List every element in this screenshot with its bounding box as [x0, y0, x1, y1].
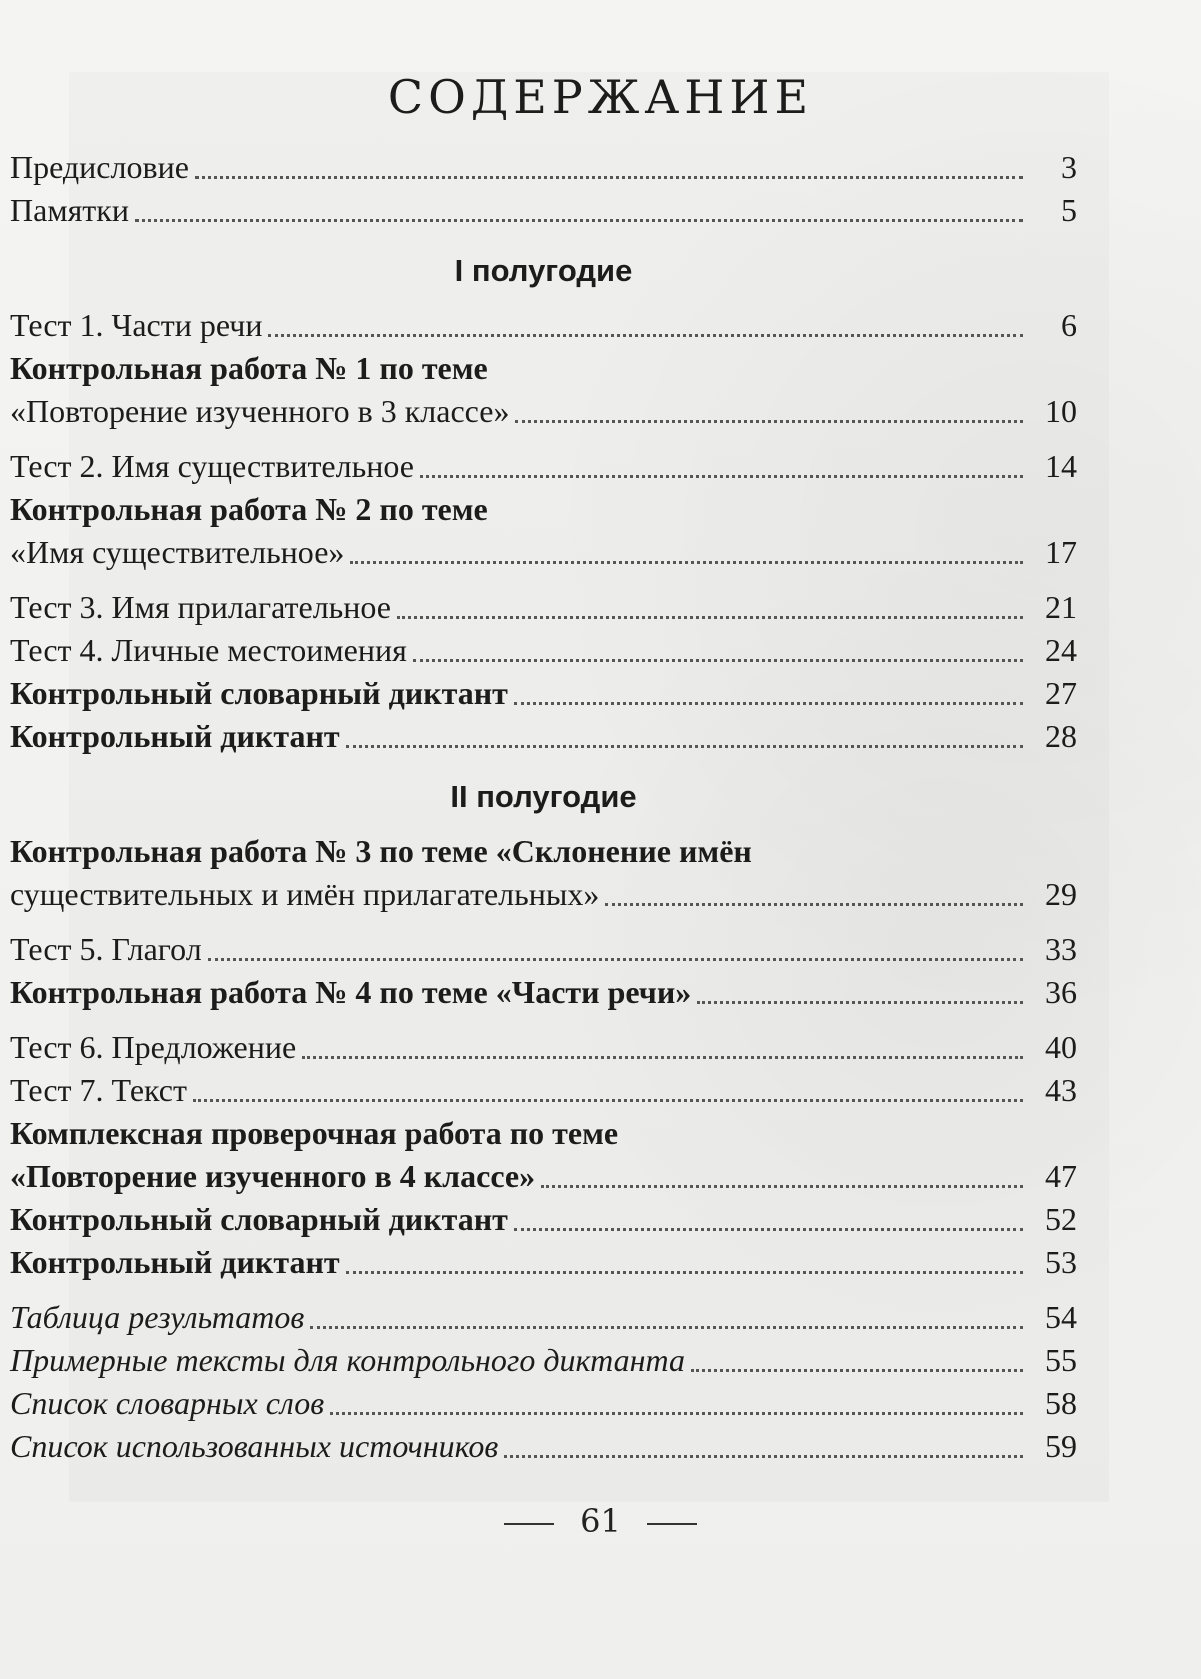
- toc-entry: [10, 672, 1077, 715]
- toc-leader-dots: [697, 1001, 1023, 1004]
- toc-entry-line: [10, 672, 1077, 715]
- toc-entry-line: [10, 390, 1077, 433]
- toc-page-number: 17: [1045, 534, 1077, 570]
- toc-entry: [10, 445, 1077, 488]
- toc-entry: [10, 146, 1077, 189]
- toc-entry-text: Контрольный словарный диктант: [10, 675, 508, 711]
- toc-page-number: 53: [1045, 1244, 1077, 1280]
- toc-leader-dots: [397, 616, 1023, 619]
- toc-entry: [10, 1241, 1077, 1284]
- toc-entry-text: Примерные тексты для контрольного диктанта: [10, 1342, 685, 1378]
- toc-page-number: 54: [1045, 1299, 1077, 1335]
- toc-leader-dots: [413, 659, 1023, 662]
- toc-leader-dots: [310, 1326, 1023, 1329]
- toc-entry-line: [10, 1026, 1077, 1069]
- toc-entry-line: [10, 1069, 1077, 1112]
- toc-entry-text: Список использованных источников: [10, 1428, 499, 1464]
- toc-entry: [10, 304, 1077, 347]
- toc-page-number: 55: [1045, 1342, 1077, 1378]
- toc-page-number: 59: [1045, 1428, 1077, 1464]
- toc-entry-line: [10, 445, 1077, 488]
- toc-page-number: 47: [1045, 1158, 1077, 1194]
- toc-entry-line: [10, 971, 1077, 1014]
- toc-entry: [10, 1425, 1077, 1468]
- toc-leader-dots: [691, 1369, 1023, 1372]
- toc-leader-dots: [605, 903, 1023, 906]
- toc-leader-dots: [350, 561, 1023, 564]
- section-title: I полугодие: [454, 253, 633, 288]
- toc-entry: [10, 347, 1077, 433]
- toc-page-number: 3: [1061, 149, 1077, 185]
- toc-entry: [10, 928, 1077, 971]
- toc-entry-line: [10, 1198, 1077, 1241]
- toc-entry-line: [10, 873, 1077, 916]
- toc-leader-dots: [420, 475, 1023, 478]
- toc-entry-line: [10, 586, 1077, 629]
- toc-entry-line: [10, 1155, 1077, 1198]
- toc-entry-line: [10, 1382, 1077, 1425]
- toc-leader-dots: [302, 1056, 1023, 1059]
- toc-entry-text: Тест 2. Имя существительное: [10, 448, 414, 484]
- toc-entry: [10, 715, 1077, 758]
- toc-entry-line: [10, 1296, 1077, 1339]
- toc-entry-line: [10, 928, 1077, 971]
- toc-entry-line: [10, 304, 1077, 347]
- toc-entry-line: [10, 629, 1077, 672]
- toc-entry-line: [10, 715, 1077, 758]
- footer-left-dash: [504, 1523, 554, 1525]
- toc-leader-dots: [514, 702, 1023, 705]
- toc-leader-dots: [330, 1412, 1023, 1415]
- contents-title: СОДЕРЖАНИЕ: [387, 70, 814, 124]
- toc-page-number: 5: [1061, 192, 1077, 228]
- toc-leader-dots: [195, 176, 1023, 179]
- toc-page-number: 28: [1045, 718, 1077, 754]
- toc-page-number: 6: [1061, 307, 1077, 343]
- toc-entry-line: [10, 531, 1077, 574]
- toc-entry-text: Памятки: [10, 192, 129, 228]
- toc-entry-text: Комплексная проверочная работа по теме: [10, 1115, 619, 1151]
- toc-leader-dots: [135, 219, 1023, 222]
- toc-page-number: 43: [1045, 1072, 1077, 1108]
- toc-entry: [10, 830, 1077, 916]
- page-footer: [0, 1502, 1201, 1540]
- toc-entry-text: Контрольная работа № 2 по теме: [10, 491, 488, 527]
- toc-page-number: 27: [1045, 675, 1077, 711]
- toc-entry-text: Тест 7. Текст: [10, 1072, 187, 1108]
- toc-entry: [10, 189, 1077, 232]
- toc-page-number: 21: [1045, 589, 1077, 625]
- toc-page-number: 40: [1045, 1029, 1077, 1065]
- toc-page-number: 29: [1045, 876, 1077, 912]
- toc-leader-dots: [268, 334, 1023, 337]
- toc-entry-text: Контрольный словарный диктант: [10, 1201, 508, 1237]
- toc-entry-line: [10, 347, 1077, 390]
- toc-entry-text: Список словарных слов: [10, 1385, 325, 1421]
- toc-entry-text: «Повторение изученного в 3 классе»: [10, 393, 510, 429]
- toc-entry-text: Контрольная работа № 4 по теме «Части речи»: [10, 974, 692, 1010]
- contents-header: [0, 70, 1201, 124]
- toc-entry-text: Предисловие: [10, 149, 189, 185]
- toc-entry-line: [10, 488, 1077, 531]
- toc-page-number: 14: [1045, 448, 1077, 484]
- toc-entry-line: [10, 1112, 1077, 1155]
- footer-right-dash: [647, 1523, 697, 1525]
- toc-leader-dots: [515, 420, 1023, 423]
- toc-page-number: 36: [1045, 974, 1077, 1010]
- table-of-contents: [10, 146, 1077, 1468]
- toc-page-number: 58: [1045, 1385, 1077, 1421]
- toc-entry-text: Тест 3. Имя прилагательное: [10, 589, 391, 625]
- toc-entry-text: Контрольная работа № 1 по теме: [10, 350, 488, 386]
- toc-leader-dots: [504, 1455, 1023, 1458]
- toc-leader-dots: [208, 958, 1023, 961]
- toc-entry-text: Контрольный диктант: [10, 1244, 340, 1280]
- toc-entry-text: Тест 4. Личные местоимения: [10, 632, 407, 668]
- toc-entry-line: [10, 146, 1077, 189]
- toc-entry: [10, 586, 1077, 629]
- toc-leader-dots: [193, 1099, 1023, 1102]
- toc-entry-line: [10, 830, 1077, 873]
- toc-entry-text: Таблица результатов: [10, 1299, 305, 1335]
- toc-leader-dots: [541, 1185, 1023, 1188]
- toc-entry: [10, 1026, 1077, 1069]
- toc-leader-dots: [514, 1228, 1023, 1231]
- toc-entry: [10, 1339, 1077, 1382]
- page-number: 61: [580, 1502, 621, 1540]
- toc-entry: [10, 1296, 1077, 1339]
- toc-entry: [10, 1112, 1077, 1198]
- toc-leader-dots: [346, 1271, 1023, 1274]
- toc-entry-text: существительных и имён прилагательных»: [10, 876, 600, 912]
- toc-entry: [10, 1198, 1077, 1241]
- toc-entry-text: Тест 1. Части речи: [10, 307, 263, 343]
- toc-entry-text: «Повторение изученного в 4 классе»: [10, 1158, 536, 1194]
- toc-entry-text: «Имя существительное»: [10, 534, 345, 570]
- toc-entry: [10, 1382, 1077, 1425]
- toc-page-number: 10: [1045, 393, 1077, 429]
- toc-page-number: 52: [1045, 1201, 1077, 1237]
- toc-entry-text: Контрольный диктант: [10, 718, 340, 754]
- toc-page-number: 24: [1045, 632, 1077, 668]
- toc-entry-text: Тест 6. Предложение: [10, 1029, 297, 1065]
- toc-entry-line: [10, 1425, 1077, 1468]
- toc-entry: [10, 971, 1077, 1014]
- toc-entry: [10, 488, 1077, 574]
- toc-entry-text: Тест 5. Глагол: [10, 931, 202, 967]
- section-title: II полугодие: [450, 779, 637, 814]
- toc-entry-text: Контрольная работа № 3 по теме «Склонение имён: [10, 833, 752, 869]
- toc-entry: [10, 1069, 1077, 1112]
- toc-entry: [10, 629, 1077, 672]
- toc-page-number: 33: [1045, 931, 1077, 967]
- toc-leader-dots: [346, 745, 1023, 748]
- toc-entry-line: [10, 189, 1077, 232]
- toc-entry-line: [10, 1339, 1077, 1382]
- toc-entry-line: [10, 1241, 1077, 1284]
